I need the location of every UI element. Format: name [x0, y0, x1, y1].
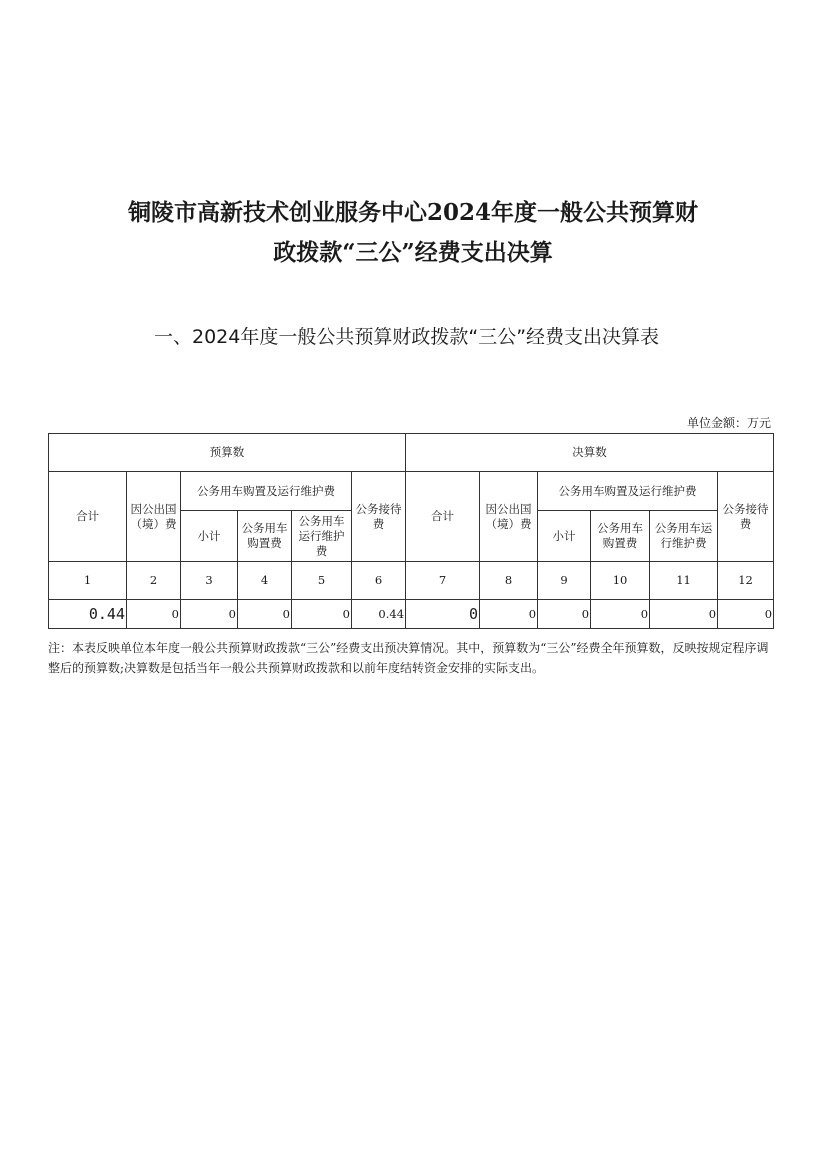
- header-final-reception: 公务接待费: [718, 472, 774, 562]
- column-index-row: [49, 562, 774, 600]
- column-index: 1: [49, 562, 127, 600]
- header-budget-subtotal: 小计: [181, 511, 238, 562]
- header-budget-total: 合计: [49, 472, 127, 562]
- column-index: 9: [538, 562, 591, 600]
- value-row: [49, 600, 774, 629]
- column-index: 8: [480, 562, 538, 600]
- header-final-total: 合计: [406, 472, 480, 562]
- header-budget-vehicle-purchase: 公务用车购置费: [238, 511, 292, 562]
- header-final-subtotal: 小计: [538, 511, 591, 562]
- header-budget-abroad: 因公出国（境）费: [127, 472, 181, 562]
- value-budget-abroad: 0: [127, 600, 181, 629]
- header-row-columns: [49, 472, 774, 511]
- header-final-vehicle-operation: 公务用车运行维护费: [650, 511, 718, 562]
- header-budget-reception: 公务接待费: [352, 472, 406, 562]
- document-title-line-2: 政拨款“三公”经费支出决算: [273, 239, 553, 266]
- section-heading: 一、2024年度一般公共预算财政拨款“三公”经费支出决算表: [154, 326, 660, 348]
- column-index: 12: [718, 562, 774, 600]
- unit-label: 单位金额：万元: [686, 416, 771, 430]
- header-row-groups: [49, 434, 774, 472]
- value-final-subtotal: 0: [538, 600, 591, 629]
- value-final-total: 0: [406, 600, 480, 629]
- value-final-reception: 0: [718, 600, 774, 629]
- header-final-group: 决算数: [406, 434, 774, 472]
- value-budget-subtotal: 0: [181, 600, 238, 629]
- column-index: 2: [127, 562, 181, 600]
- value-budget-total: 0.44: [49, 600, 127, 629]
- value-budget-reception: 0.44: [352, 600, 406, 629]
- value-final-vehicle-purchase: 0: [591, 600, 650, 629]
- column-index: 11: [650, 562, 718, 600]
- column-index: 4: [238, 562, 292, 600]
- value-budget-vehicle-purchase: 0: [238, 600, 292, 629]
- value-final-vehicle-operation: 0: [650, 600, 718, 629]
- three-public-expenses-table: [48, 433, 774, 629]
- column-index: 6: [352, 562, 406, 600]
- header-budget-group: 预算数: [49, 434, 406, 472]
- header-budget-vehicle-group: 公务用车购置及运行维护费: [181, 472, 352, 511]
- column-index: 5: [292, 562, 352, 600]
- header-final-vehicle-group: 公务用车购置及运行维护费: [538, 472, 718, 511]
- header-final-abroad: 因公出国（境）费: [480, 472, 538, 562]
- value-final-abroad: 0: [480, 600, 538, 629]
- table-note: 注：本表反映单位本年度一般公共预算财政拨款“三公”经费支出预决算情况。其中，预算数为“三公”经费全年预算数，反映按规定程序调整后的预算数;决算数是包括当年一般公共预算财政拨款和以前年度结转资金安排的实际支出。: [48, 641, 769, 675]
- column-index: 3: [181, 562, 238, 600]
- document-title-line-1: 铜陵市高新技术创业服务中心2024年度一般公共预算财: [127, 199, 698, 226]
- column-index: 10: [591, 562, 650, 600]
- value-budget-vehicle-operation: 0: [292, 600, 352, 629]
- column-index: 7: [406, 562, 480, 600]
- header-budget-vehicle-operation: 公务用车运行维护费: [292, 511, 352, 562]
- header-final-vehicle-purchase: 公务用车购置费: [591, 511, 650, 562]
